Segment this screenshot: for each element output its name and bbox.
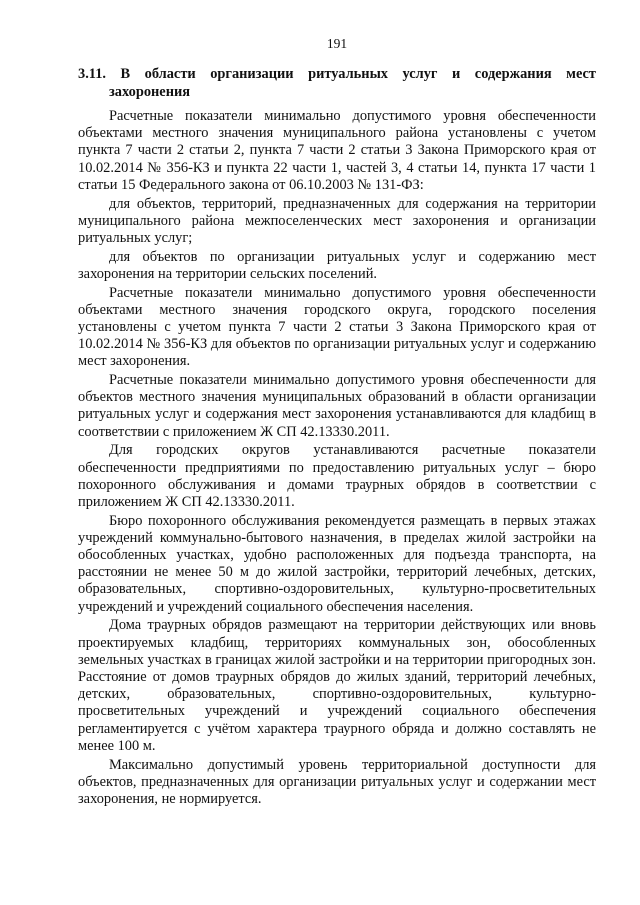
paragraph-5: Расчетные показатели минимально допустимого уровня обеспеченности для объектов местного значения муниципальных образований в области организации ритуальных услуг и содержания мест захоронения устанавливаются для кладбищ в соответствии с приложением Ж СП 42.13330.2011. <box>78 372 596 440</box>
section-heading <box>78 66 596 101</box>
document-page <box>78 36 596 810</box>
paragraph-1: Расчетные показатели минимально допустимого уровня обеспеченности объектами местного значения муниципального района установлены с учетом пункта 7 части 2 статьи 2, пункта 7 части 2 статьи 3 Закона Приморского края от 10.02.2014 № 356-КЗ и пункта 22 части 1, частей 3, 4 статьи 14, пункта 17 части 1 статьи 15 Федерального закона от 06.10.2003 № 131-ФЗ: <box>78 108 596 193</box>
section-heading-line1: 3.11. В области организации ритуальных услуг и содержания мест <box>78 66 596 82</box>
paragraph-6: Для городских округов устанавливаются расчетные показатели обеспеченности предприятиями по предоставлению ритуальных услуг – бюро похоронного обслуживания и домами траурных обрядов в соответствии с приложением Ж СП 42.13330.2011. <box>78 442 596 510</box>
paragraph-2: для объектов, территорий, предназначенных для содержания на территории муниципального района межпоселенческих мест захоронения и организации ритуальных услуг; <box>78 195 596 246</box>
section-heading-line2: захоронения <box>109 83 191 100</box>
page-number: 191 <box>326 36 348 51</box>
paragraph-7: Бюро похоронного обслуживания рекомендуется размещать в первых этажах учреждений коммунально-бытового назначения, в пределах жилой застройки на обособленных участках, удобно расположенных для подъезда транспорта, на расстоянии не менее 50 м до жилой застройки, территорий лечебных, детских, образовательных, спортивно-оздоровительных, культурно-просветительных учреждений и учреждений социального обеспечения населения. <box>78 512 596 615</box>
paragraph-3: для объектов по организации ритуальных услуг и содержанию мест захоронения на территории сельских поселений. <box>78 248 596 282</box>
paragraph-9: Максимально допустимый уровень территориальной доступности для объектов, предназначенных для организации ритуальных услуг и содержании мест захоронения, не нормируется. <box>78 756 596 807</box>
paragraph-8: Дома траурных обрядов размещают на территории действующих или вновь проектируемых кладбищ, территориях коммунальных зон, обособленных земельных участках в границах жилой застройки и на территории пригородных зон. Расстояние от домов траурных обрядов до жилых зданий, территорий лечебных, детских, образовательных, спортивно-оздоровительных, культурно-просветительных учреждений и учреждений социального обеспечения регламентируется с учётом характера траурного обряда и должно составлять не менее 100 м. <box>78 617 596 754</box>
paragraph-4: Расчетные показатели минимально допустимого уровня обеспеченности объектами местного значения городского округа, городского поселения установлены с учетом пункта 7 части 2 статьи 3 Закона Приморского края от 10.02.2014 № 356-КЗ для объектов по организации ритуальных услуг и содержанию мест захоронения. <box>78 284 596 370</box>
